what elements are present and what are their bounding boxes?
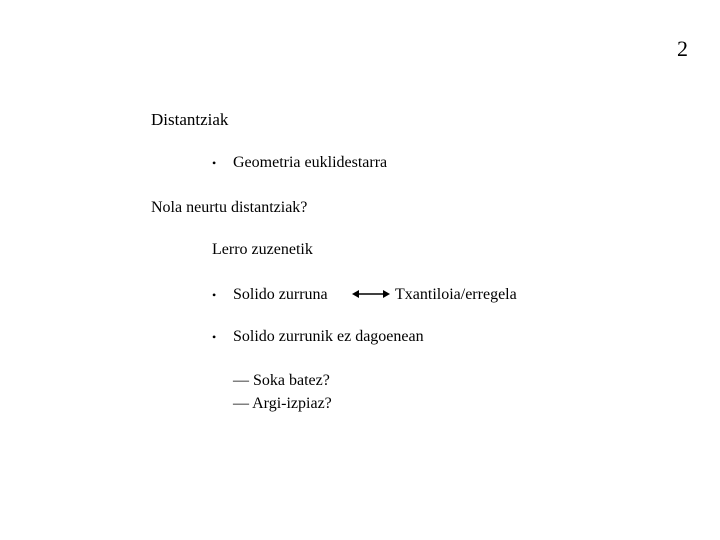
double-arrow-icon	[352, 287, 390, 301]
sub-item-soka: — Soka batez?	[233, 372, 330, 389]
bullet-solido-zurrunik: Solido zurrunik ez dagoenean	[233, 328, 424, 345]
bullet-marker: •	[212, 288, 217, 302]
bullet-geometria: Geometria euklidestarra	[233, 154, 388, 171]
subheading: Lerro zuzenetik	[212, 241, 313, 258]
page-number: 2	[677, 36, 688, 61]
heading: Distantziak	[151, 110, 229, 129]
bullet-marker: •	[212, 330, 217, 344]
bullet-marker: •	[212, 156, 217, 170]
question-text: Nola neurtu distantziak?	[151, 199, 308, 216]
related-txantiloia: Txantiloia/erregela	[395, 286, 517, 303]
sub-item-argi: — Argi-izpiaz?	[233, 395, 332, 412]
bullet-solido-zurruna: Solido zurruna	[233, 286, 328, 303]
